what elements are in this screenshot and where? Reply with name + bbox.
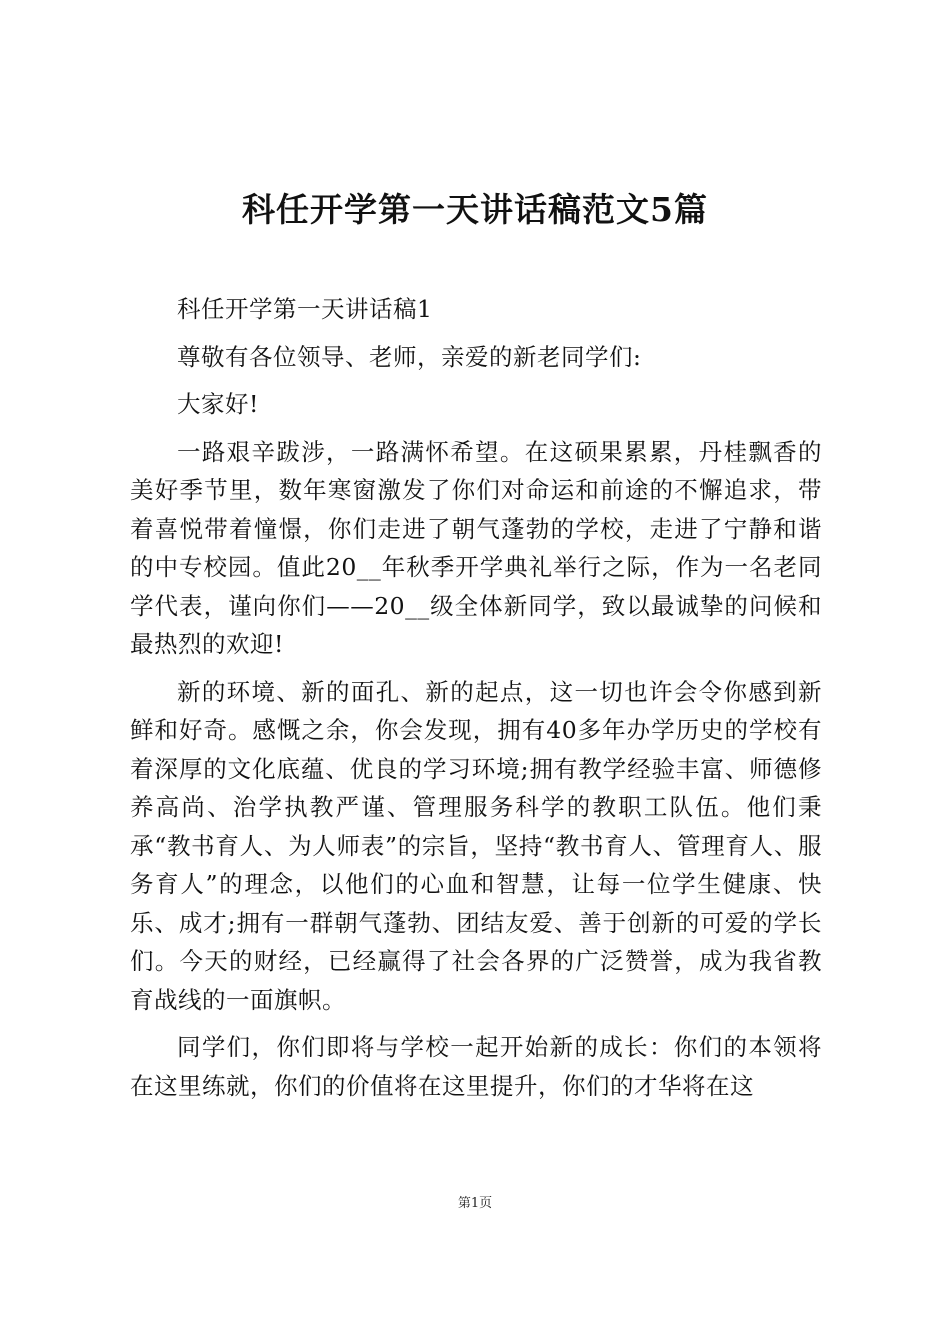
salutation: 尊敬有各位领导、老师，亲爱的新老同学们:	[177, 342, 642, 371]
document-body	[130, 290, 822, 1114]
body-paragraph: 一路艰辛跋涉，一路满怀希望。在这硕果累累，丹桂飘香的美好季节里，数年寒窗激发了你们对命运和前途的不懈追求，带着喜悦带着憧憬，你们走进了朝气蓬勃的学校，走进了宁静和谐的中专校园。值此20__年秋季开学典礼举行之际，作为一名老同学代表，谨向你们——20__级全体新同学，致以最诚挚的问候和最热烈的欢迎!	[130, 437, 822, 658]
section-heading: 科任开学第一天讲话稿1	[177, 295, 433, 323]
body-paragraph: 同学们，你们即将与学校一起开始新的成长：你们的本领将在这里练就，你们的价值将在这里提升，你们的才华将在这	[130, 1033, 822, 1100]
page-number: 第1页	[457, 1196, 493, 1211]
body-paragraph: 新的环境、新的面孔、新的起点，这一切也许会令你感到新鲜和好奇。感慨之余，你会发现，拥有40多年办学历史的学校有着深厚的文化底蕴、优良的学习环境;拥有教学经验丰富、师德修养高尚、治学执教严谨、管理服务科学的教职工队伍。他们秉承“教书育人、为人师表”的宗旨，坚持“教书育人、管理育人、服务育人”的理念，以他们的心血和智慧，让每一位学生健康、快乐、成才;拥有一群朝气蓬勃、团结友爱、善于创新的可爱的学长们。今天的财经，已经赢得了社会各界的广泛赞誉，成为我省教育战线的一面旗帜。	[130, 677, 822, 1014]
greeting: 大家好!	[177, 390, 259, 418]
document-title: 科任开学第一天讲话稿范文5篇	[242, 190, 708, 229]
